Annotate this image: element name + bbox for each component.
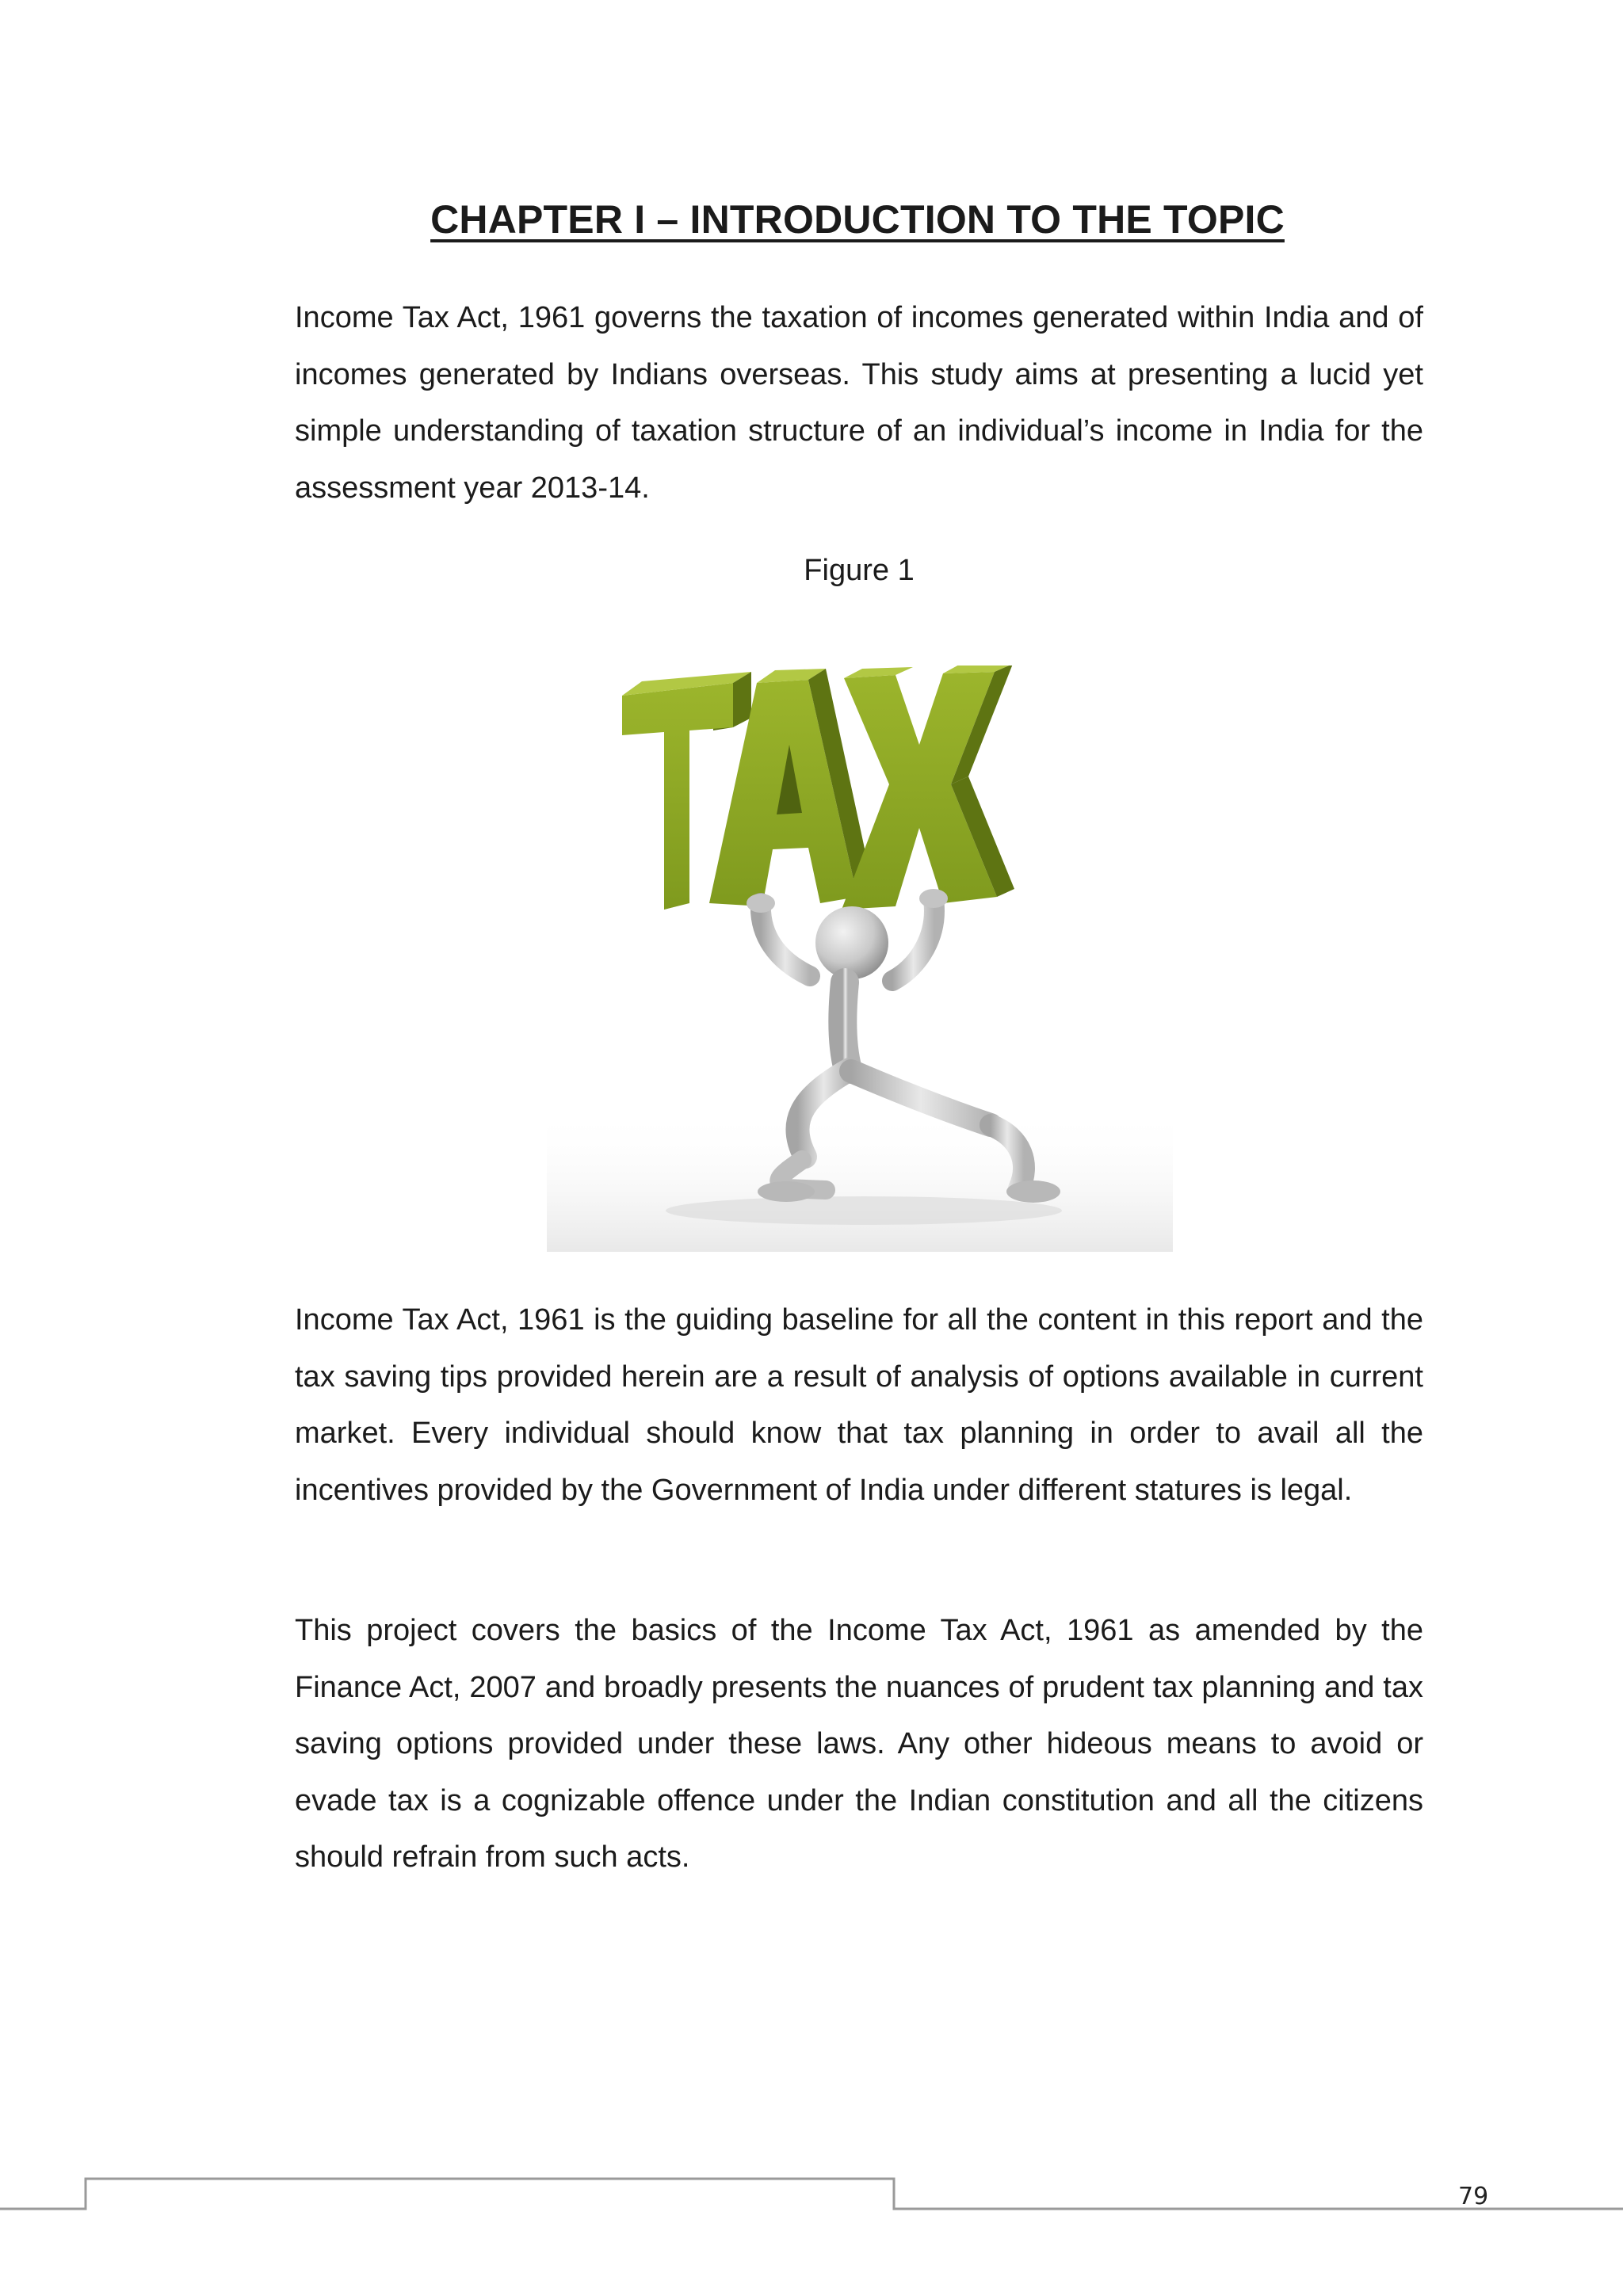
floor-shadow [547,1109,1173,1252]
intro-paragraph: Income Tax Act, 1961 governs the taxation of incomes generated within India and of incomes generated by Indians overseas. This study aims at presenting a lucid yet simple understanding of taxation structure of an individual’s income in India for the assessment year 2013-14. [295,301,1423,505]
page-number: 79 [1458,2183,1489,2210]
chapter-title: CHAPTER I – INTRODUCTION TO THE TOPIC [430,197,1285,242]
tax-letters [622,666,1014,910]
scope-paragraph: This project covers the basics of the Income Tax Act, 1961 as amended by the Finance Act, 2007 and broadly presents the nuances of prudent tax planning and tax saving options provided under these laws. Any other hideous means to avoid or evade tax is a cognizable offence under the Indian constitution and all the citizens should refrain from such acts. [295,1614,1423,1874]
figure-caption: Figure 1 [804,554,915,587]
baseline-paragraph: Income Tax Act, 1961 is the guiding baseline for all the content in this report and the tax saving tips provided herein are a result of analysis of options available in current market. Every individual should know that tax planning in order to avail all the incentives provided by the Government of India under different statures is legal. [295,1303,1423,1507]
tax-burden-illustration [547,666,1173,1252]
